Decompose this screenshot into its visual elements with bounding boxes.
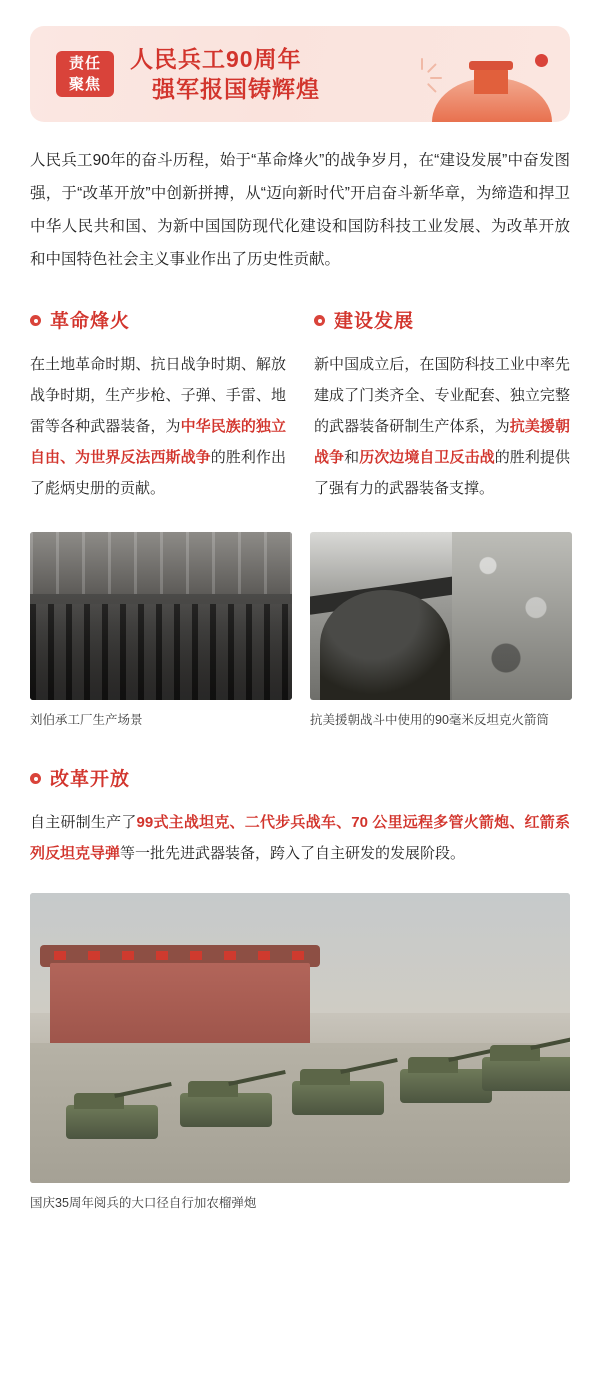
header-banner xyxy=(30,26,570,122)
photo-row xyxy=(30,532,570,730)
column-badge-line1: 责任 xyxy=(68,55,101,72)
bazooka-photo-caption: 抗美援朝战斗中使用的90毫米反坦克火箭筒 xyxy=(310,713,549,727)
tank-shape xyxy=(180,1093,272,1127)
section-title: 改革开放 xyxy=(50,769,131,790)
parade-photo-caption: 国庆35周年阅兵的大口径自行加农榴弹炮 xyxy=(30,1196,257,1210)
section-heading xyxy=(314,306,570,333)
big-photo-wrap xyxy=(30,893,570,1183)
bullet-dot-icon xyxy=(30,773,41,784)
tank-shape xyxy=(66,1105,158,1139)
body-text: 等一批先进武器装备，跨入了自主研发的发展阶段。 xyxy=(120,845,466,862)
tank-shape xyxy=(482,1057,570,1091)
section-title: 革命烽火 xyxy=(50,311,131,332)
tank-shape xyxy=(292,1081,384,1115)
body-text: 和 xyxy=(344,449,360,466)
sun-dot-icon xyxy=(535,54,548,67)
section-revolution xyxy=(30,306,286,504)
section-reform-heading xyxy=(30,764,570,791)
foliage-shape xyxy=(452,532,572,700)
body-text: 的胜利作出了彪炳史册的贡献。 xyxy=(30,449,286,497)
banner-title-line2: 强军报国铸辉煌 xyxy=(152,76,320,102)
highlighted-text: 99式主战坦克、二代步兵战车、70 公里远程多管火箭炮、红箭系列反坦克导弹 xyxy=(30,814,570,862)
section-construction xyxy=(314,306,570,504)
photo-block-bazooka xyxy=(310,532,572,730)
factory-photo-caption: 刘伯承工厂生产场景 xyxy=(30,713,143,727)
section-body xyxy=(30,349,286,504)
bullet-dot-icon xyxy=(314,315,325,326)
highlighted-text: 中华民族的独立自由、为世界反法西斯战争 xyxy=(30,418,286,466)
body-text: 新中国成立后，在国防科技工业中率先建成了门类齐全、专业配套、独立完整的武器装备研制生产体系，为 xyxy=(314,356,570,435)
section-heading xyxy=(30,306,286,333)
factory-photo xyxy=(30,532,292,700)
highlighted-text: 抗美援朝战争 xyxy=(314,418,570,466)
banner-decoration xyxy=(380,26,570,122)
tiananmen-building-shape xyxy=(50,963,310,1049)
bullet-dot-icon xyxy=(30,315,41,326)
two-column-sections xyxy=(30,306,570,504)
tiananmen-gate-icon xyxy=(474,68,508,94)
body-text: 在土地革命时期、抗日战争时期、解放战争时期，生产步枪、子弹、手雷、地雷等各种武器装备，为 xyxy=(30,356,286,435)
section-reform-body xyxy=(30,807,570,869)
intro-paragraph: 人民兵工90年的奋斗历程，始于“革命烽火”的战争岁月，在“建设发展”中奋发图强，于“改革开放”中创新拼搏，从“迈向新时代”开启奋斗新华章，为缔造和捍卫中华人民共和国、为新中国国防现代化建设和国防科技工业发展、为改革开放和中国特色社会主义事业作出了历史性贡献。 xyxy=(30,152,570,268)
column-badge xyxy=(56,51,114,97)
body-text: 的胜利提供了强有力的武器装备支撑。 xyxy=(314,449,570,497)
column-badge-line2: 聚焦 xyxy=(68,76,101,93)
body-text: 自主研制生产了 xyxy=(30,814,137,831)
photo-block-factory xyxy=(30,532,292,730)
highlighted-text: 历次边境自卫反击战 xyxy=(359,449,495,466)
section-title: 建设发展 xyxy=(334,311,415,332)
tank-shape xyxy=(400,1069,492,1103)
section-body xyxy=(314,349,570,504)
bazooka-photo xyxy=(310,532,572,700)
parade-photo xyxy=(30,893,570,1183)
banner-title xyxy=(130,44,320,104)
sparkle-icon xyxy=(402,58,442,98)
flag-row xyxy=(54,951,324,971)
banner-title-line1: 人民兵工90周年 xyxy=(130,46,302,72)
